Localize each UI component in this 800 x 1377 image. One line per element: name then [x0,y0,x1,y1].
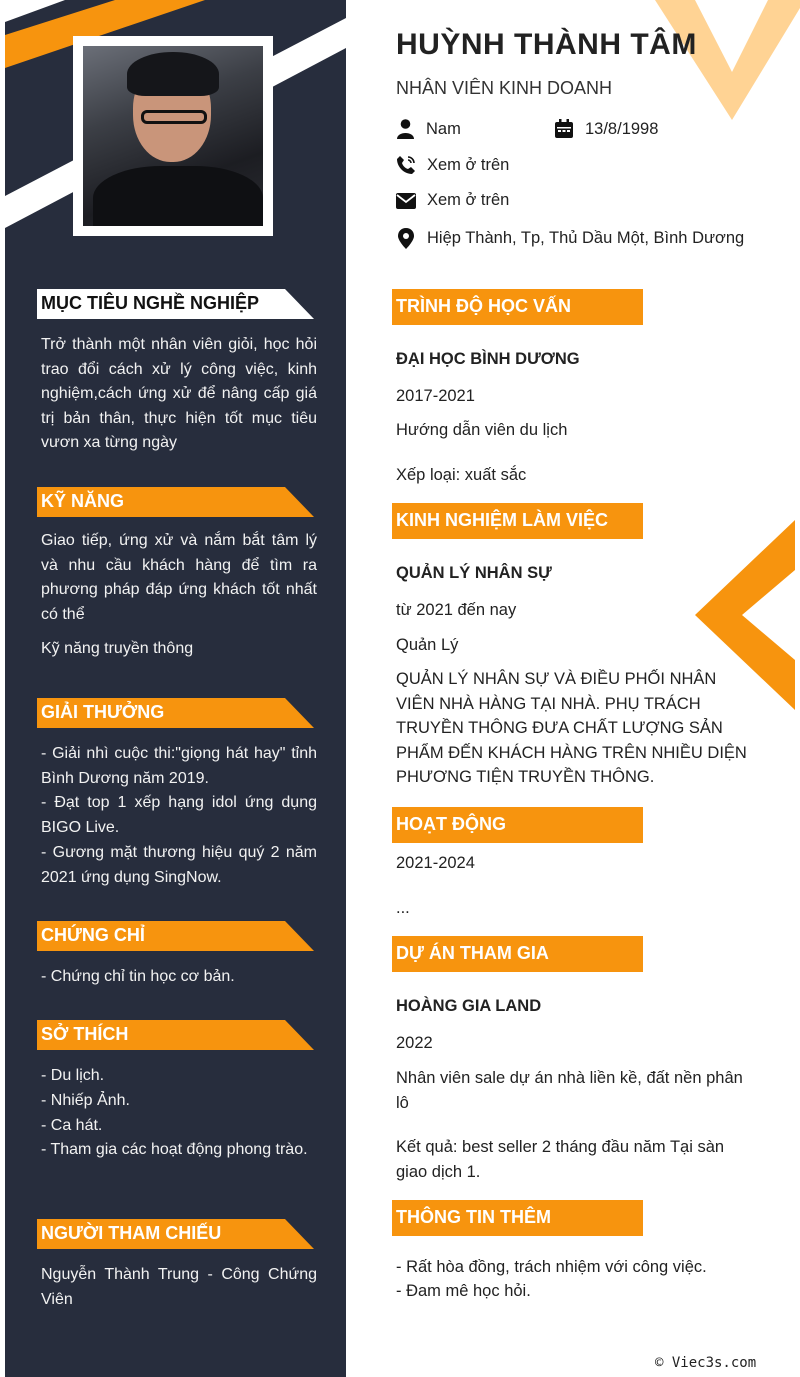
experience-role: QUẢN LÝ NHÂN SỰ [396,564,552,582]
objective-text: Trở thành một nhân viên giỏi, học hỏi trao đổi cách xử lý công việc, kinh nghiệm,cách ứng xử để nâng cấp giá trị bản thân, thực hiện tốt mục tiêu vươn xa từng ngày [41,336,317,452]
experience-period: từ 2021 đến nay [396,601,517,619]
gender-info [396,119,461,139]
certificates-item-1: - Chứng chỉ tin học cơ bản. [41,968,235,985]
education-major: Hướng dẫn viên du lịch [396,421,568,439]
additional-heading [392,1200,643,1236]
activities-text: ... [396,899,410,917]
hobbies-heading [37,1020,314,1050]
birthdate-info [554,119,658,139]
address-info [396,228,744,249]
skills-item-2: Kỹ năng truyền thông [41,640,194,657]
additional-item-2: - Đam mê học hỏi. [396,1282,531,1300]
hobbies-item-4: - Tham gia các hoạt động phong trào. [41,1141,308,1158]
projects-heading [392,936,643,972]
education-title: TRÌNH ĐỘ HỌC VẤN [396,296,571,316]
references-heading [37,1219,314,1249]
references-title: NGƯỜI THAM CHIẾU [41,1223,222,1243]
awards-item-1: - Giải nhì cuộc thi:"giọng hát hay" tỉnh Bình Dương năm 2019. [41,745,317,787]
project-name: HOÀNG GIA LAND [396,997,542,1015]
job-title: NHÂN VIÊN KINH DOANH [396,78,613,98]
phone-value: Xem ở trên [427,155,510,174]
envelope-icon [396,192,416,210]
awards-heading [37,698,314,728]
references-text: Nguyễn Thành Trung - Công Chứng Viên [41,1266,317,1308]
certificates-heading [37,921,314,951]
awards-title: GIẢI THƯỞNG [41,702,165,722]
education-grade: Xếp loại: xuất sắc [396,466,527,484]
activities-heading [392,807,643,843]
phone-icon [396,155,416,175]
skills-title: KỸ NĂNG [41,491,125,511]
hobbies-title: SỞ THÍCH [41,1024,129,1044]
location-pin-icon [396,228,416,249]
objective-heading [37,289,314,319]
email-info [396,191,509,210]
activities-title: HOẠT ĐỘNG [396,814,506,834]
awards-item-3: - Gương mặt thương hiệu quý 2 năm 2021 ứng dụng SingNow. [41,844,317,886]
decor-chevron-top [650,0,800,125]
footer-credit: © Viec3s.com [655,1355,757,1371]
project-year: 2022 [396,1034,433,1052]
project-result: Kết quả: best seller 2 tháng đầu năm Tại sàn giao dịch 1. [396,1138,725,1181]
projects-title: DỰ ÁN THAM GIA [396,943,549,963]
gender-value: Nam [426,119,461,138]
experience-title: KINH NGHIỆM LÀM VIỆC [396,510,609,530]
skills-heading [37,487,314,517]
education-period: 2017-2021 [396,387,475,405]
email-value: Xem ở trên [427,191,510,209]
education-heading [392,289,643,325]
experience-description: QUẢN LÝ NHÂN SỰ VÀ ĐIỀU PHỐI NHÂN VIÊN NHÀ HÀNG TẠI NHÀ. PHỤ TRÁCH TRUYỀN THÔNG ĐƯA CHẤT LƯỢNG SẢN PHẨM ĐẾN KHÁCH HÀNG TRÊN NHIỀU DIỆN PHƯƠNG TIỆN TRUYỀN THÔNG. [396,670,747,787]
education-school: ĐẠI HỌC BÌNH DƯƠNG [396,350,580,368]
awards-item-2: - Đạt top 1 xếp hạng idol ứng dụng BIGO Live. [41,794,317,836]
person-icon [396,119,415,139]
birthdate-value: 13/8/1998 [585,119,659,138]
phone-info [396,155,509,175]
certificates-title: CHỨNG CHỈ [41,925,145,945]
additional-item-1: - Rất hòa đồng, trách nhiệm với công việc. [396,1258,707,1276]
decor-stripe-top [5,0,346,40]
profile-photo [73,36,273,236]
address-value: Hiệp Thành, Tp, Thủ Dầu Một, Bình Dương [427,229,745,247]
experience-heading [392,503,643,539]
hobbies-item-2: - Nhiếp Ảnh. [41,1092,130,1109]
project-role: Nhân viên sale dự án nhà liền kề, đất nền phân lô [396,1069,743,1112]
calendar-icon [554,119,574,139]
objective-title: MỤC TIÊU NGHỀ NGHIỆP [41,293,260,313]
activities-period: 2021-2024 [396,854,475,872]
experience-position: Quản Lý [396,636,459,654]
hobbies-item-1: - Du lịch. [41,1067,105,1084]
candidate-name: HUỲNH THÀNH TÂM [396,28,697,61]
skills-item-1: Giao tiếp, ứng xử và nắm bắt tâm lý và nhu cầu khách hàng để tìm ra phương pháp đáp ứng khách tốt nhất có thể [41,532,317,623]
hobbies-item-3: - Ca hát. [41,1117,103,1134]
additional-title: THÔNG TIN THÊM [396,1207,551,1227]
